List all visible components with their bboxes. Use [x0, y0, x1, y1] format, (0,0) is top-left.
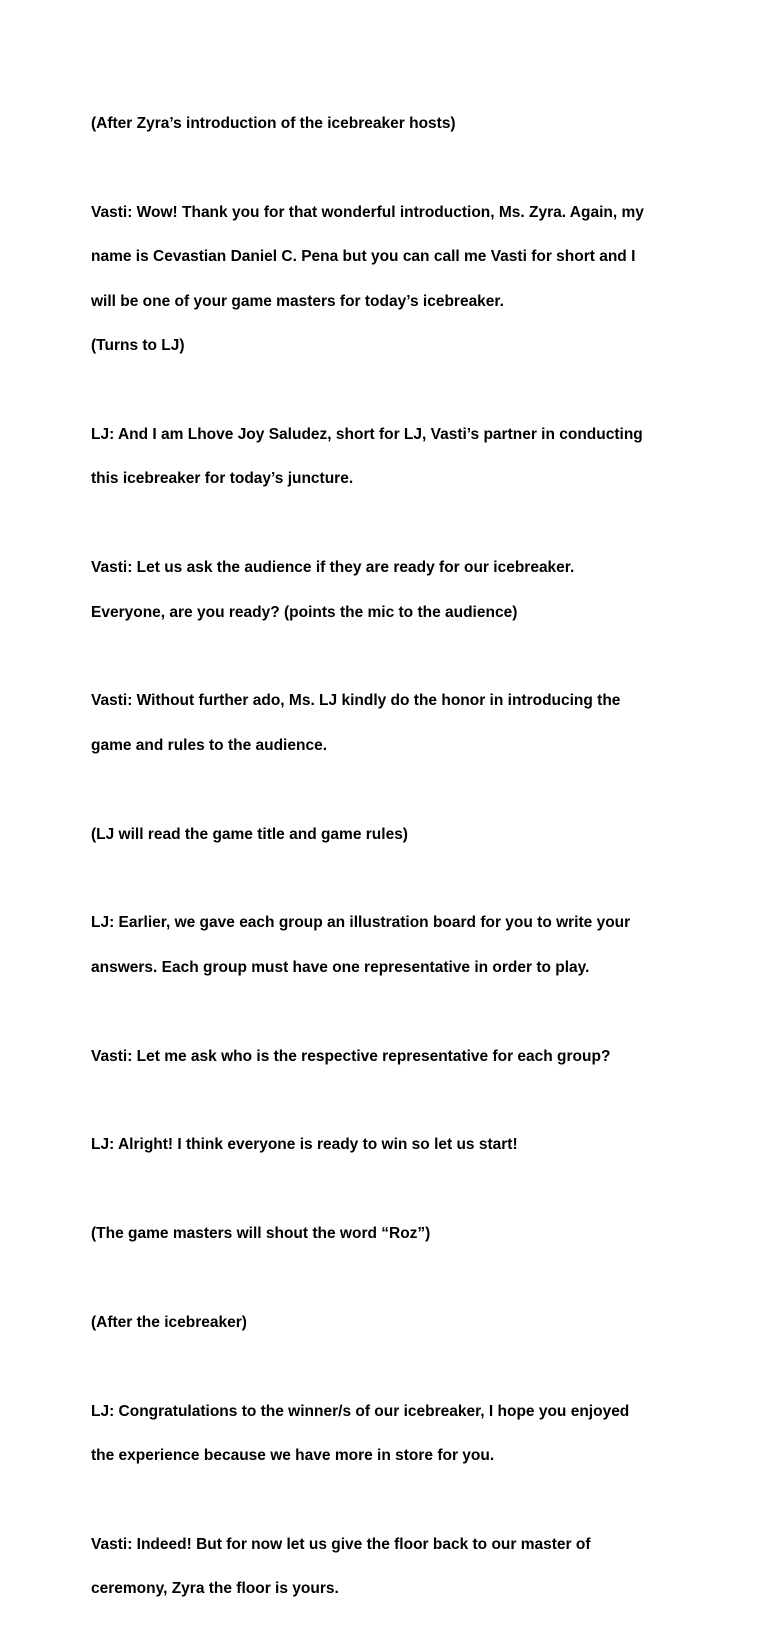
text-line: LJ: Alright! I think everyone is ready to win so let us start! — [91, 1136, 518, 1154]
text-line: Vasti: Let me ask who is the respective representative for each group? — [91, 1047, 611, 1065]
text-line: answers. Each group must have one representative in order to play. — [91, 958, 590, 976]
stage-direction-shout — [91, 1201, 691, 1268]
dialogue-lj-congrats — [91, 1379, 691, 1490]
text-line: Vasti: Let us ask the audience if they are ready for our icebreaker. — [91, 559, 575, 577]
text-line: Vasti: Without further ado, Ms. LJ kindly do the honor in introducing the — [91, 692, 621, 710]
dialogue-lj-start — [91, 1112, 691, 1179]
text-line: the experience because we have more in store for you. — [91, 1447, 495, 1465]
text-line: Everyone, are you ready? (points the mic to the audience) — [91, 603, 518, 621]
dialogue-vasti-representative — [91, 1023, 691, 1090]
stage-direction-intro — [91, 91, 691, 158]
text-line: LJ: Congratulations to the winner/s of our icebreaker, I hope you enjoyed — [91, 1402, 630, 1420]
dialogue-vasti-intro — [91, 180, 691, 380]
text-line: this icebreaker for today’s juncture. — [91, 470, 354, 488]
text-line: (After the icebreaker) — [91, 1314, 247, 1332]
text-line: (LJ will read the game title and game rules) — [91, 825, 408, 843]
text-line: Vasti: Indeed! But for now let us give the floor back to our master of — [91, 1536, 591, 1554]
dialogue-lj-intro — [91, 402, 691, 513]
text-line: LJ: Earlier, we gave each group an illustration board for you to write your — [91, 914, 631, 932]
stage-direction-rules — [91, 801, 691, 868]
text-line: (After Zyra’s introduction of the icebreaker hosts) — [91, 115, 456, 133]
dialogue-vasti-audience — [91, 535, 691, 646]
text-line: Vasti: Wow! Thank you for that wonderful introduction, Ms. Zyra. Again, my — [91, 204, 644, 221]
text-line: (Turns to LJ) — [91, 337, 185, 355]
dialogue-vasti-closing — [91, 1512, 691, 1623]
text-line: game and rules to the audience. — [91, 736, 328, 754]
text-line: will be one of your game masters for today’s icebreaker. — [91, 292, 504, 310]
document-page — [91, 91, 691, 1645]
text-line: ceremony, Zyra the floor is yours. — [91, 1580, 339, 1598]
text-line: name is Cevastian Daniel C. Pena but you can call me Vasti for short and I — [91, 248, 636, 266]
text-line: LJ: And I am Lhove Joy Saludez, short for LJ, Vasti’s partner in conducting — [91, 426, 643, 444]
dialogue-vasti-rules — [91, 668, 691, 779]
text-line: (The game masters will shout the word “Roz”) — [91, 1225, 431, 1243]
dialogue-lj-board — [91, 890, 691, 1001]
stage-direction-after — [91, 1290, 691, 1357]
